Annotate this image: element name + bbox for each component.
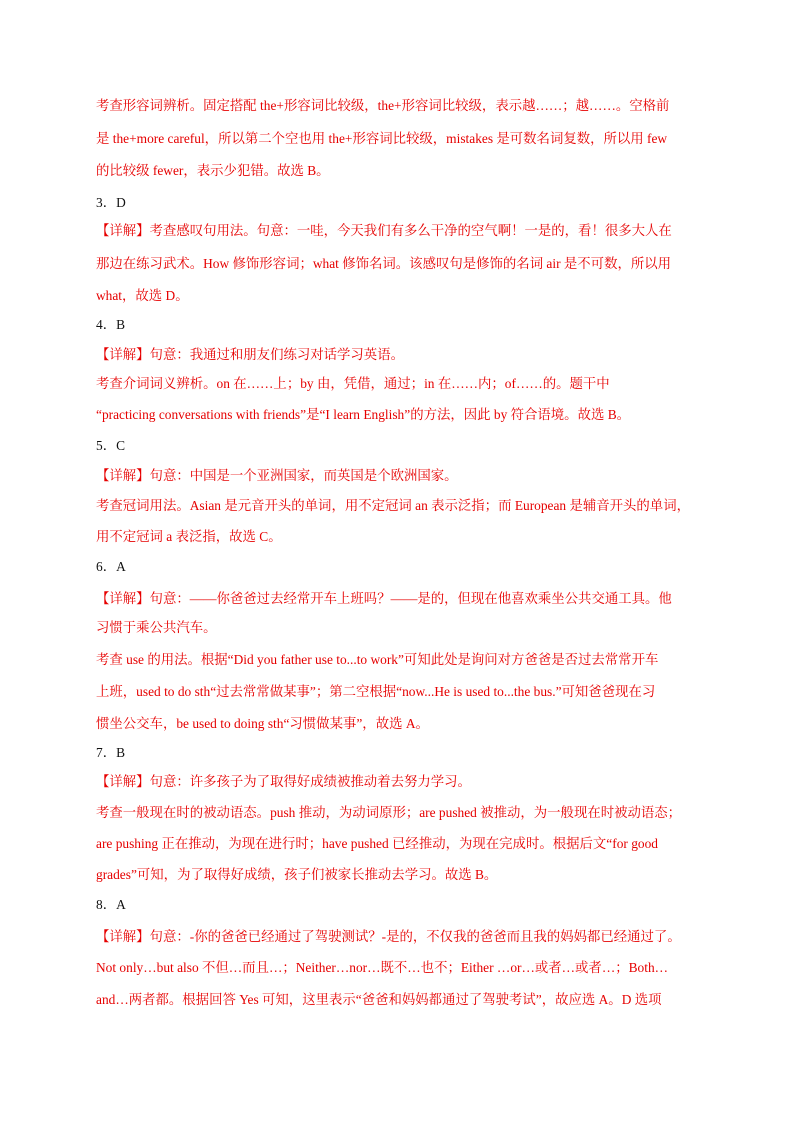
text-line: 习惯于乘公共汽车。: [96, 620, 217, 635]
text-line: 考查一般现在时的被动语态。push 推动，为动词原形；are pushed 被推动，为一般现在时被动语态；: [96, 805, 682, 820]
text-line: 【详解】句意：-你的爸爸已经通过了驾驶测试？-是的，不仅我的爸爸而且我的妈妈都已经通过了。: [96, 929, 681, 944]
text-line: 【详解】考查感叹句用法。句意：一哇，今天我们有多么干净的空气啊！一是的，看！很多大人在: [96, 223, 672, 238]
text-line: 惯坐公交车，be used to doing sth“习惯做某事”，故选 A。: [96, 716, 429, 731]
text-line: 考查 use 的用法。根据“Did you father use to...to work”可知此处是询问对方爸爸是否过去常常开车: [96, 652, 659, 667]
question-number: 6．A: [96, 559, 126, 574]
text-line: 考查形容词辨析。固定搭配 the+形容词比较级，the+形容词比较级，表示越……；越……。空格前: [96, 98, 670, 113]
question-number: 7．B: [96, 745, 126, 760]
question-number: 3．D: [96, 195, 126, 210]
text-line: 【详解】句意：许多孩子为了取得好成绩被推动着去努力学习。: [96, 774, 471, 789]
text-line: what，故选 D。: [96, 288, 189, 303]
question-number: 8．A: [96, 897, 126, 912]
text-line: 考查冠词用法。Asian 是元音开头的单词，用不定冠词 an 表示泛指；而 European 是辅音开头的单词，: [96, 498, 690, 513]
text-line: and…两者都。根据回答 Yes 可知，这里表示“爸爸和妈妈都通过了驾驶考试”，故应选 A。D 选项: [96, 992, 662, 1007]
question-number: 5．C: [96, 438, 126, 453]
text-line: 【详解】句意：——你爸爸过去经常开车上班吗？——是的，但现在他喜欢乘坐公共交通工具。他: [96, 591, 672, 606]
text-line: 那边在练习武术。How 修饰形容词；what 修饰名词。该感叹句是修饰的名词 air 是不可数，所以用: [96, 256, 672, 271]
text-line: are pushing 正在推动，为现在进行时；have pushed 已经推动，为现在完成时。根据后文“for good: [96, 836, 658, 851]
text-line: grades”可知，为了取得好成绩，孩子们被家长推动去学习。故选 B。: [96, 867, 498, 882]
text-line: 是 the+more careful，所以第二个空也用 the+形容词比较级，mistakes 是可数名词复数，所以用 few: [96, 131, 668, 146]
question-number: 4．B: [96, 317, 126, 332]
text-line: 上班，used to do sth“过去常常做某事”；第二空根据“now...He is used to...the bus.”可知爸爸现在习: [96, 684, 656, 699]
text-line: 用不定冠词 a 表泛指，故选 C。: [96, 529, 282, 544]
text-line: 考查介词词义辨析。on 在……上；by 由，凭借，通过；in 在……内；of……的。题干中: [96, 376, 610, 391]
text-line: 【详解】句意：中国是一个亚洲国家，而英国是个欧洲国家。: [96, 468, 458, 483]
text-line: Not only…but also 不但…而且…；Neither…nor…既不…也不；Either …or…或者…或者…；Both…: [96, 960, 669, 975]
text-line: 的比较级 fewer，表示少犯错。故选 B。: [96, 163, 330, 178]
text-line: “practicing conversations with friends”是“I learn English”的方法，因此 by 符合语境。故选 B。: [96, 407, 631, 422]
text-line: 【详解】句意：我通过和朋友们练习对话学习英语。: [96, 347, 404, 362]
